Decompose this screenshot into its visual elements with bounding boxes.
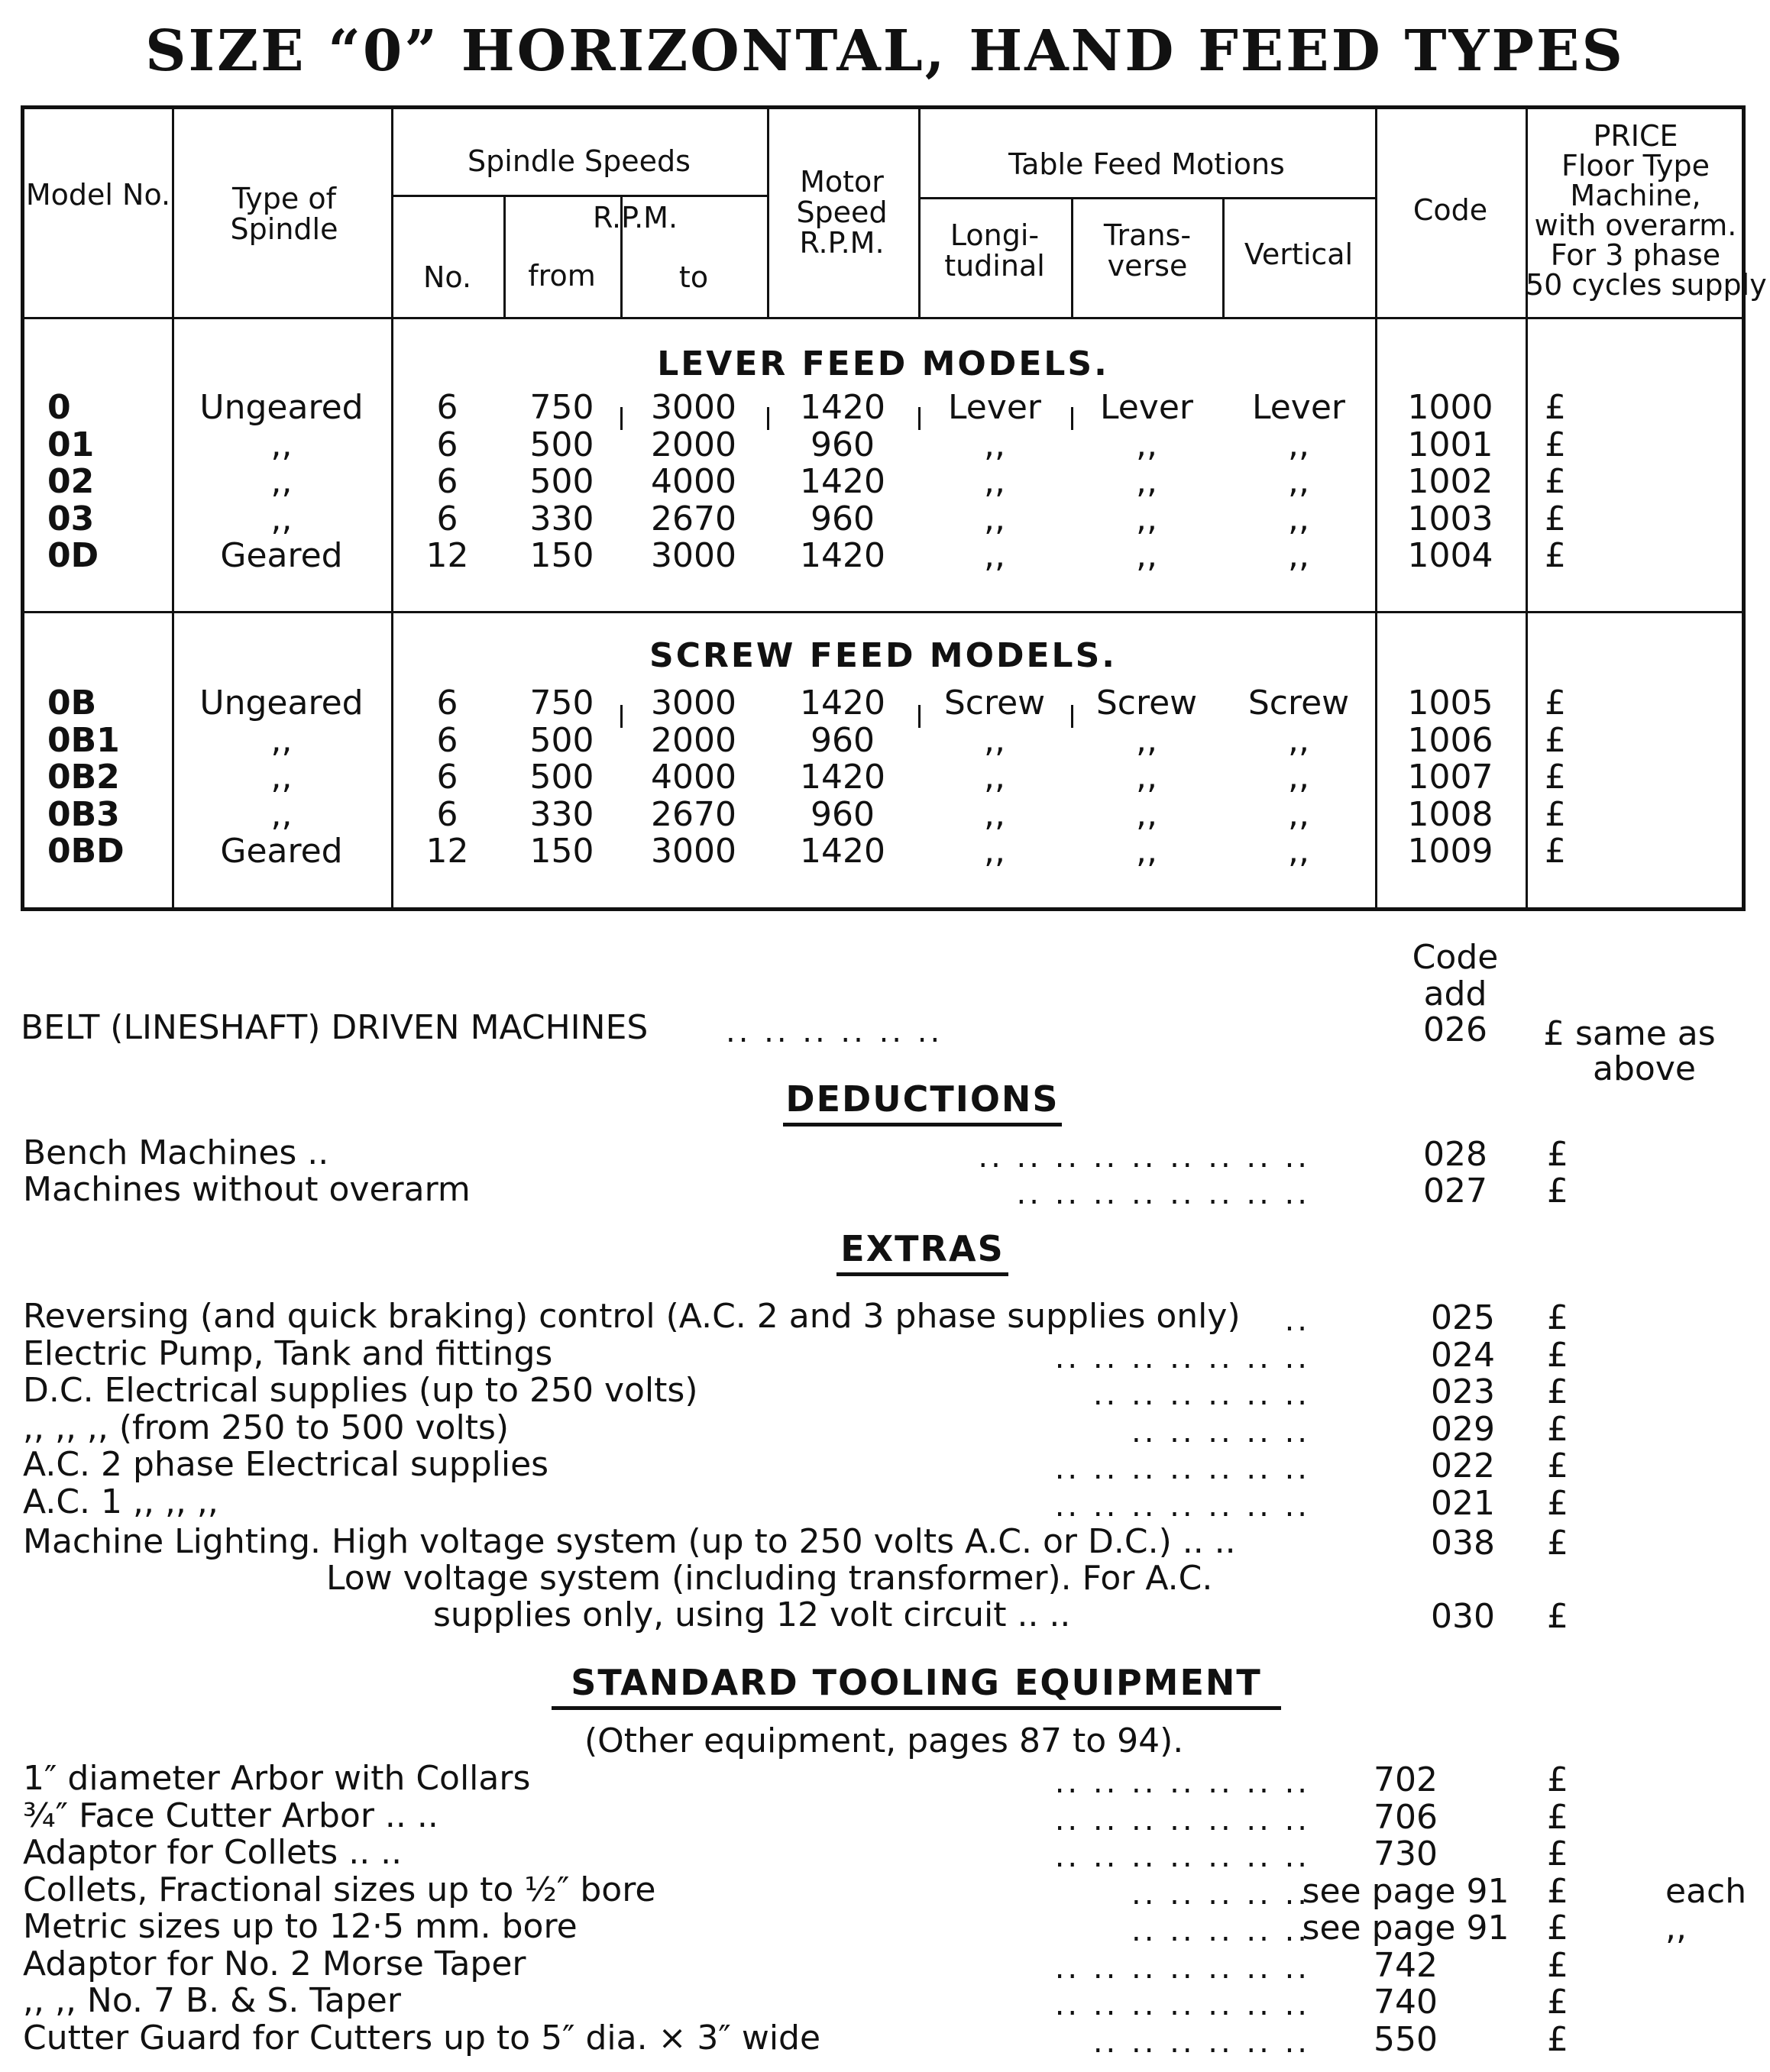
row-from: 750 — [529, 684, 594, 722]
col-rule — [1071, 197, 1073, 319]
row-type: ,, — [270, 462, 293, 501]
vertical-header: Vertical — [1244, 238, 1354, 271]
row-rule — [24, 611, 1746, 613]
row-model: 0BD — [47, 832, 125, 871]
row-to: 2670 — [651, 499, 736, 538]
leader-dots: .. .. .. .. .. — [1131, 1876, 1310, 1912]
price-header-5: For 3 phase — [1550, 238, 1721, 272]
item-label: Electric Pump, Tank and fittings — [23, 1333, 553, 1373]
item-price: £ — [1547, 1834, 1568, 1873]
row-ver: ,, — [1288, 794, 1309, 834]
tooling-heading: STANDARD TOOLING EQUIPMENT — [552, 1662, 1281, 1710]
item-code: 730 — [1374, 1834, 1438, 1873]
row-tra: ,, — [1136, 499, 1157, 538]
row-type: ,, — [270, 794, 293, 834]
code-header: Code — [1412, 193, 1488, 227]
item-label: A.C. 2 phase Electrical supplies — [23, 1445, 549, 1484]
item-code: 028 — [1423, 1135, 1487, 1174]
row-lon: ,, — [984, 794, 1005, 834]
transverse-header: Trans- verse — [1103, 218, 1192, 283]
row-model: 0B3 — [47, 794, 120, 834]
price-header-3: Machine, — [1570, 179, 1701, 212]
belt-label: BELT (LINESHAFT) DRIVEN MACHINES — [21, 1008, 649, 1047]
item-price: £ — [1547, 2019, 1568, 2059]
leader-dots: .. .. .. .. .. .. — [726, 1014, 943, 1049]
item-label: A.C. 1 ,, ,, ,, — [23, 1482, 218, 1521]
col-rule — [918, 109, 921, 319]
row-code: 1009 — [1407, 832, 1493, 871]
row-price: £ — [1545, 499, 1566, 538]
row-no: 6 — [436, 758, 458, 797]
row-lon: ,, — [984, 462, 1005, 501]
row-ver: ,, — [1288, 499, 1309, 538]
from-header: from — [528, 259, 596, 293]
leader-dots: .. .. .. .. .. .. .. — [1054, 1839, 1310, 1874]
to-header: to — [678, 260, 709, 294]
item-price: £ — [1547, 1298, 1568, 1337]
row-code: 1003 — [1407, 499, 1493, 538]
row-type: Ungeared — [199, 684, 364, 722]
item-price: £ — [1547, 1483, 1568, 1523]
row-tra: ,, — [1136, 758, 1157, 797]
row-rule — [24, 317, 1746, 319]
leader-dots: .. .. .. .. .. .. .. — [1054, 1340, 1310, 1375]
row-ver: Screw — [1247, 684, 1350, 722]
row-code: 1006 — [1407, 720, 1493, 760]
row-price: £ — [1545, 758, 1566, 797]
row-lon: Lever — [947, 388, 1041, 427]
spindle-type-header: Type of Spindle — [230, 182, 338, 246]
row-tra: Lever — [1099, 388, 1193, 427]
leader-dots: .. .. .. .. .. — [1131, 1414, 1310, 1450]
row-motor: 1420 — [800, 684, 885, 722]
row-code: 1000 — [1407, 388, 1493, 427]
lighting-price-3: £ — [1547, 1597, 1568, 1636]
leader-dots: .. .. .. .. .. .. .. — [1054, 1488, 1310, 1524]
row-from: 150 — [529, 832, 594, 871]
row-lon: ,, — [984, 536, 1005, 575]
item-code: see page 91 — [1302, 1909, 1510, 1948]
motor-header: Motor Speed R.P.M. — [796, 165, 888, 260]
row-price: £ — [1545, 832, 1566, 871]
row-model: 01 — [47, 425, 95, 464]
row-price: £ — [1545, 388, 1566, 427]
item-label: ,, ,, No. 7 B. & S. Taper — [23, 1981, 401, 2020]
row-ver: ,, — [1288, 462, 1309, 501]
row-price: £ — [1545, 684, 1566, 722]
row-type: ,, — [270, 720, 293, 760]
row-model: 0B2 — [47, 758, 120, 797]
item-extra: ,, — [1665, 1909, 1687, 1948]
deductions-heading: DEDUCTIONS — [783, 1078, 1062, 1127]
item-label: ,, ,, ,, (from 250 to 500 volts) — [23, 1408, 510, 1447]
item-label: Metric sizes up to 12·5 mm. bore — [23, 1907, 578, 1946]
row-rule — [918, 197, 1375, 199]
row-type: ,, — [270, 758, 293, 797]
belt-price-1: £ same as — [1543, 1014, 1716, 1053]
item-label: Reversing (and quick braking) control (A.C. 2 and 3 phase supplies only) — [23, 1297, 1241, 1336]
item-code: 029 — [1431, 1409, 1495, 1449]
item-price: £ — [1547, 1447, 1568, 1485]
row-model: 0 — [47, 388, 71, 427]
row-model: 0D — [47, 536, 99, 575]
row-from: 750 — [529, 388, 594, 427]
row-model: 02 — [47, 462, 95, 501]
lighting-line-1: Machine Lighting. High voltage system (up to 250 volts A.C. or D.C.) .. .. — [23, 1522, 1236, 1561]
spec-table — [21, 105, 1767, 911]
leader-dots: .. .. .. .. .. .. .. — [1054, 1451, 1310, 1486]
table-feed-header: Table Feed Motions — [1008, 147, 1285, 181]
item-price: £ — [1547, 1372, 1568, 1411]
row-to: 3000 — [651, 684, 736, 722]
row-code: 1007 — [1407, 758, 1493, 797]
item-price: £ — [1547, 1172, 1568, 1211]
lighting-line-3: supplies only, using 12 volt circuit .. .. — [433, 1595, 1071, 1634]
leader-dots: .. .. .. .. .. .. .. — [1054, 1765, 1310, 1800]
row-price: £ — [1545, 462, 1566, 501]
lighting-code-1: 038 — [1431, 1524, 1495, 1563]
leader-dots: .. .. .. .. .. .. .. — [1054, 1802, 1310, 1838]
row-code: 1002 — [1407, 462, 1493, 501]
item-price: £ — [1547, 1871, 1568, 1911]
page-title: SIZE “0” HORIZONTAL, HAND FEED TYPES — [145, 18, 1625, 84]
row-tra: Screw — [1095, 684, 1198, 722]
leader-dots: .. .. .. .. .. .. — [1092, 1377, 1310, 1412]
col-rule — [767, 109, 769, 319]
belt-price-2: above — [1593, 1049, 1696, 1088]
row-price: £ — [1545, 794, 1566, 834]
item-code: see page 91 — [1302, 1871, 1510, 1911]
item-price: £ — [1547, 1797, 1568, 1837]
rpm-header: R.P.M. — [592, 201, 678, 234]
row-motor: 960 — [811, 794, 875, 834]
row-code: 1005 — [1407, 684, 1493, 722]
row-no: 6 — [436, 499, 458, 538]
item-code: 024 — [1431, 1335, 1495, 1375]
item-extra: each — [1665, 1871, 1747, 1911]
row-ver: ,, — [1288, 720, 1309, 760]
row-no: 6 — [436, 720, 458, 760]
price-header-6: 50 cycles supply — [1526, 268, 1767, 302]
item-code: 022 — [1431, 1447, 1495, 1485]
row-motor: 1420 — [800, 462, 885, 501]
lighting-code-3: 030 — [1431, 1597, 1495, 1636]
model-header: Model No. — [25, 178, 171, 212]
row-ver: ,, — [1288, 832, 1309, 871]
row-from: 500 — [529, 720, 594, 760]
row-type: Ungeared — [199, 388, 364, 427]
tooling-subtitle: (Other equipment, pages 87 to 94). — [584, 1721, 1184, 1760]
row-to: 3000 — [651, 388, 736, 427]
row-no: 12 — [426, 832, 469, 871]
row-no: 12 — [426, 536, 469, 575]
belt-code-head-1: Code — [1412, 938, 1499, 977]
belt-code-head-2: add — [1423, 975, 1487, 1013]
row-tra: ,, — [1136, 462, 1157, 501]
lever-section-title: LEVER FEED MODELS. — [657, 344, 1109, 383]
row-from: 150 — [529, 536, 594, 575]
leader-dots: .. .. .. .. .. .. .. — [1054, 1950, 1310, 1986]
row-no: 6 — [436, 425, 458, 464]
row-lon: ,, — [984, 499, 1005, 538]
item-price: £ — [1547, 1945, 1568, 1985]
row-price: £ — [1545, 425, 1566, 464]
price-header-2: Floor Type — [1561, 149, 1710, 183]
row-ver: Lever — [1251, 388, 1345, 427]
row-to: 2000 — [651, 720, 736, 760]
no-header: No. — [422, 260, 472, 294]
row-no: 6 — [436, 684, 458, 722]
item-price: £ — [1547, 1760, 1568, 1799]
item-price: £ — [1547, 1983, 1568, 2022]
row-tra: ,, — [1136, 832, 1157, 871]
row-model: 0B1 — [47, 720, 120, 760]
row-ver: ,, — [1288, 425, 1309, 464]
item-price: £ — [1547, 1335, 1568, 1375]
row-tra: ,, — [1136, 794, 1157, 834]
belt-code: 026 — [1423, 1010, 1487, 1049]
row-motor: 960 — [811, 499, 875, 538]
item-price: £ — [1547, 1409, 1568, 1449]
item-label: 1″ diameter Arbor with Collars — [23, 1759, 531, 1798]
row-tra: ,, — [1136, 536, 1157, 575]
row-code: 1001 — [1407, 425, 1493, 464]
row-lon: ,, — [984, 720, 1005, 760]
row-rule — [391, 195, 767, 197]
row-to: 4000 — [651, 758, 736, 797]
row-lon: Screw — [943, 684, 1046, 722]
row-motor: 1420 — [800, 758, 885, 797]
row-motor: 1420 — [800, 832, 885, 871]
leader-dots: .. .. .. .. .. .. .. .. — [1016, 1176, 1310, 1211]
row-motor: 960 — [811, 720, 875, 760]
row-model: 0B — [47, 684, 97, 722]
item-code: 702 — [1374, 1760, 1438, 1799]
row-price: £ — [1545, 720, 1566, 760]
leader-dots: .. .. .. .. .. .. — [1092, 2024, 1310, 2060]
item-code: 550 — [1374, 2019, 1438, 2059]
item-label: Collets, Fractional sizes up to ½″ bore — [23, 1870, 656, 1909]
extras-heading: EXTRAS — [836, 1228, 1008, 1276]
row-ver: ,, — [1288, 758, 1309, 797]
item-label: ¾″ Face Cutter Arbor .. .. — [23, 1796, 438, 1835]
spindle-speeds-header: Spindle Speeds — [468, 144, 691, 178]
row-to: 4000 — [651, 462, 736, 501]
row-code: 1008 — [1407, 794, 1493, 834]
row-no: 6 — [436, 388, 458, 427]
row-code: 1004 — [1407, 536, 1493, 575]
item-price: £ — [1547, 1135, 1568, 1174]
row-no: 6 — [436, 462, 458, 501]
row-motor: 1420 — [800, 388, 885, 427]
item-code: 706 — [1374, 1797, 1438, 1837]
item-label: Bench Machines .. — [23, 1133, 329, 1172]
item-label: D.C. Electrical supplies (up to 250 volts) — [23, 1371, 698, 1410]
row-lon: ,, — [984, 832, 1005, 871]
row-motor: 1420 — [800, 536, 885, 575]
row-from: 500 — [529, 462, 594, 501]
item-code: 025 — [1431, 1298, 1495, 1337]
item-label: Adaptor for No. 2 Morse Taper — [23, 1944, 526, 1983]
item-code: 742 — [1374, 1945, 1438, 1985]
row-type: ,, — [270, 499, 293, 538]
screw-section-title: SCREW FEED MODELS. — [649, 636, 1117, 675]
row-model: 03 — [47, 499, 95, 538]
row-tra: ,, — [1136, 720, 1157, 760]
row-tra: ,, — [1136, 425, 1157, 464]
row-motor: 960 — [811, 425, 875, 464]
item-label: Machines without overarm — [23, 1170, 471, 1209]
item-price: £ — [1547, 1909, 1568, 1948]
row-lon: ,, — [984, 425, 1005, 464]
row-from: 330 — [529, 794, 594, 834]
row-price: £ — [1545, 536, 1566, 575]
row-type: Geared — [220, 536, 343, 575]
row-to: 3000 — [651, 536, 736, 575]
lighting-price-1: £ — [1547, 1524, 1568, 1563]
longitudinal-header: Longi- tudinal — [944, 218, 1045, 283]
item-code: 740 — [1374, 1983, 1438, 2022]
price-header-4: with overarm. — [1534, 208, 1737, 242]
item-code: 027 — [1423, 1172, 1487, 1211]
leader-dots: .. .. .. .. .. .. .. — [1054, 1987, 1310, 2022]
row-type: Geared — [220, 832, 343, 871]
row-ver: ,, — [1288, 536, 1309, 575]
row-type: ,, — [270, 425, 293, 464]
row-to: 3000 — [651, 832, 736, 871]
price-header-1: PRICE — [1593, 119, 1678, 153]
row-from: 500 — [529, 758, 594, 797]
leader-dots: .. — [1284, 1303, 1310, 1338]
lighting-line-2: Low voltage system (including transformer). For A.C. — [326, 1559, 1213, 1598]
leader-dots: .. .. .. .. .. — [1131, 1913, 1310, 1948]
item-label: Adaptor for Collets .. .. — [23, 1833, 403, 1872]
row-to: 2670 — [651, 794, 736, 834]
row-lon: ,, — [984, 758, 1005, 797]
item-code: 023 — [1431, 1372, 1495, 1411]
row-from: 500 — [529, 425, 594, 464]
row-from: 330 — [529, 499, 594, 538]
leader-dots: .. .. .. .. .. .. .. .. .. — [978, 1139, 1310, 1175]
row-to: 2000 — [651, 425, 736, 464]
row-no: 6 — [436, 794, 458, 834]
item-label: Cutter Guard for Cutters up to 5″ dia. × 3″ wide — [23, 2018, 821, 2057]
item-code: 021 — [1431, 1483, 1495, 1523]
